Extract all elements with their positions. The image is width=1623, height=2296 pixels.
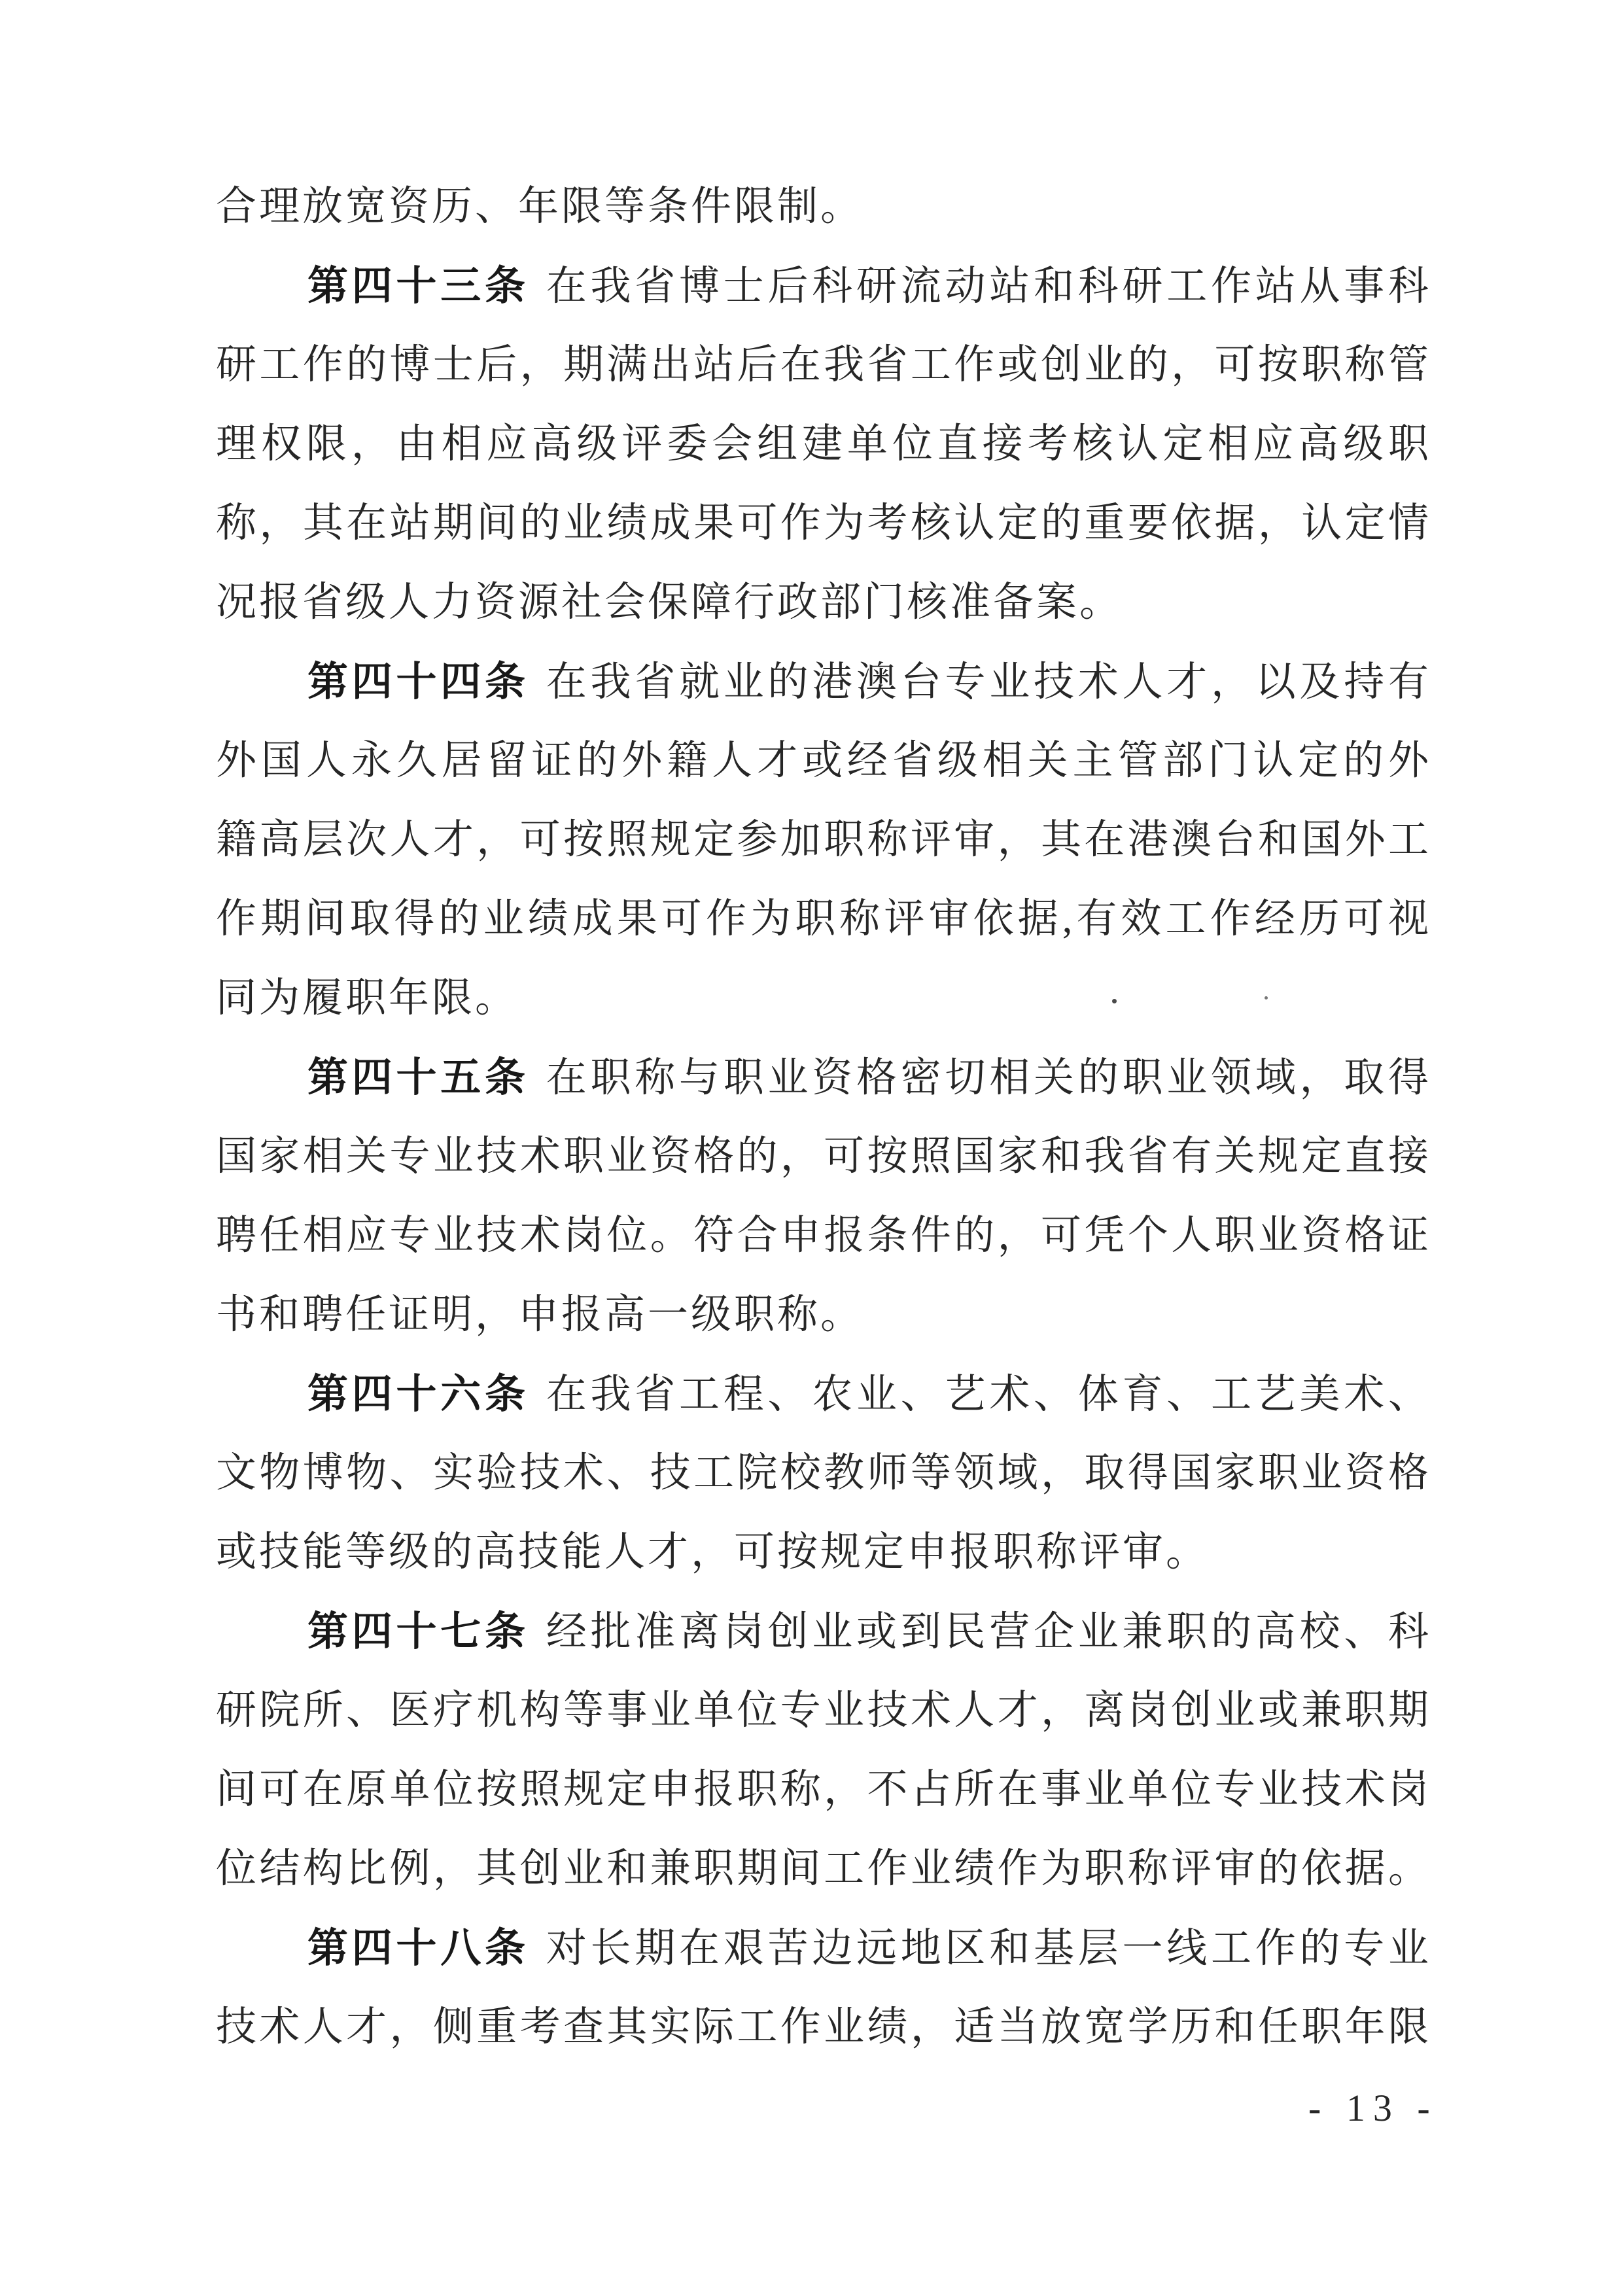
article-number: 第四十四条: [307, 659, 529, 704]
line-text: 籍高层次人才，可按照规定参加职称评审，其在港澳台和国外工: [216, 818, 1431, 862]
line-text: 同为履职年限。: [216, 976, 519, 1020]
scan-speck: [1112, 999, 1117, 1003]
article-number: 第四十七条: [307, 1609, 529, 1654]
line-text: 位结构比例，其创业和兼职期间工作业绩作为职称评审的依据。: [216, 1847, 1431, 1891]
text-line-article-47: [216, 1592, 1431, 1671]
article-number: 第四十五条: [307, 1055, 529, 1100]
article-number: 第四十六条: [307, 1372, 529, 1417]
line-text: 聘任相应专业技术岗位。符合申报条件的，可凭个人职业资格证: [216, 1213, 1431, 1258]
text-line: [216, 801, 1431, 880]
text-line: [216, 1830, 1431, 1909]
text-line: [216, 722, 1431, 801]
text-line: [216, 1434, 1431, 1513]
scan-speck: [1265, 996, 1268, 1000]
line-text: 理权限，由相应高级评委会组建单位直接考核认定相应高级职: [216, 422, 1431, 466]
article-number: 第四十三条: [307, 264, 529, 309]
line-text: 在职称与职业资格密切相关的职业领域，取得: [546, 1056, 1431, 1100]
text-line: [216, 405, 1431, 484]
line-text: 间可在原单位按照规定申报职称，不占所在事业单位专业技术岗: [216, 1767, 1431, 1812]
text-line: [216, 1276, 1431, 1355]
line-text: 研院所、医疗机构等事业单位专业技术人才，离岗创业或兼职期: [216, 1688, 1431, 1733]
text-line: [216, 1513, 1431, 1592]
line-text: 经批准离岗创业或到民营企业兼职的高校、科: [546, 1610, 1431, 1654]
text-line: [216, 1671, 1431, 1750]
line-text: 对长期在艰苦边远地区和基层一线工作的专业: [546, 1926, 1431, 1971]
line-text: 国家相关专业技术职业资格的，可按照国家和我省有关规定直接: [216, 1134, 1431, 1179]
line-text: 书和聘任证明，申报高一级职称。: [216, 1293, 864, 1337]
text-line: [216, 563, 1431, 642]
line-text: 外国人永久居留证的外籍人才或经省级相关主管部门认定的外: [216, 739, 1431, 783]
text-line-article-48: [216, 1909, 1431, 1988]
line-text: 作期间取得的业绩成果可作为职称评审依据,有效工作经历可视: [216, 897, 1431, 941]
text-line: [216, 959, 1431, 1038]
text-line: [216, 167, 1431, 247]
line-text: 在我省博士后科研流动站和科研工作站从事科: [546, 264, 1431, 309]
text-line: [216, 326, 1431, 405]
line-text: 称，其在站期间的业绩成果可作为考核认定的重要依据，认定情: [216, 501, 1431, 546]
text-line-article-45: [216, 1038, 1431, 1117]
text-line: [216, 880, 1431, 959]
text-line-article-46: [216, 1355, 1431, 1434]
text-line: [216, 1988, 1431, 2067]
line-text: 在我省工程、农业、艺术、体育、工艺美术、: [546, 1372, 1431, 1417]
text-line: [216, 1117, 1431, 1196]
text-line-article-43: [216, 247, 1431, 326]
line-text: 在我省就业的港澳台专业技术人才，以及持有: [546, 660, 1431, 704]
text-line: [216, 484, 1431, 563]
line-text: 或技能等级的高技能人才，可按规定申报职称评审。: [216, 1530, 1210, 1574]
line-text: 研工作的博士后，期满出站后在我省工作或创业的，可按职称管: [216, 343, 1431, 387]
article-number: 第四十八条: [307, 1926, 529, 1971]
page-number: - 13 -: [1308, 2087, 1438, 2129]
line-text: 技术人才，侧重考查其实际工作业绩，适当放宽学历和任职年限: [216, 2005, 1431, 2049]
text-line-article-44: [216, 642, 1431, 722]
text-line: [216, 1196, 1431, 1276]
line-text: 合理放宽资历、年限等条件限制。: [216, 184, 864, 229]
text-line: [216, 1750, 1431, 1830]
line-text: 况报省级人力资源社会保障行政部门核准备案。: [216, 580, 1123, 625]
document-text-block: [216, 167, 1431, 2067]
line-text: 文物博物、实验技术、技工院校教师等领域，取得国家职业资格: [216, 1451, 1431, 1495]
